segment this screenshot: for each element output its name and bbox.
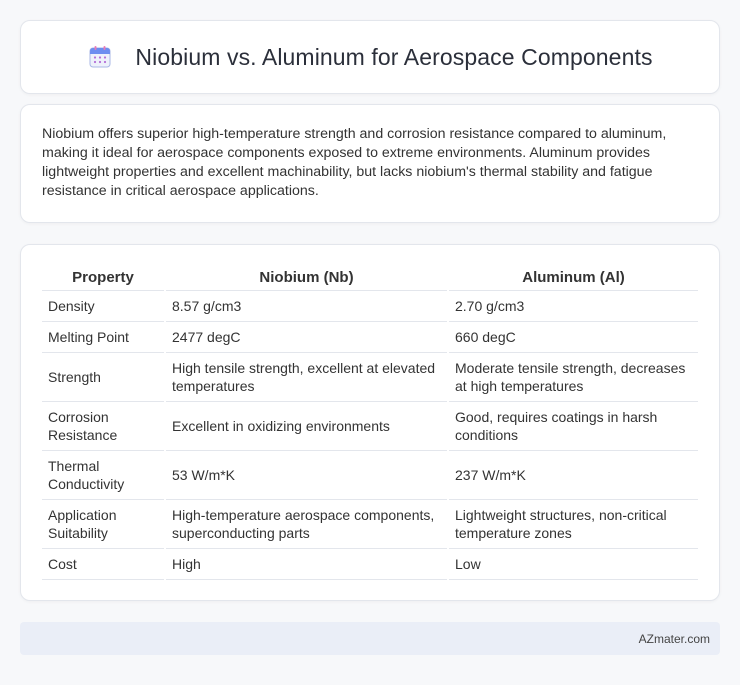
property-cell: Application Suitability (42, 499, 165, 548)
property-cell: Strength (42, 352, 165, 401)
aluminum-cell: Good, requires coatings in harsh conditions (448, 401, 698, 450)
niobium-cell: 2477 degC (165, 321, 448, 352)
column-header-aluminum: Aluminum (Al) (448, 266, 698, 290)
footer-bar (20, 622, 720, 655)
table-row (42, 548, 698, 579)
comparison-table (42, 266, 698, 580)
aluminum-cell: Low (448, 548, 698, 579)
table-row (42, 499, 698, 548)
property-cell: Thermal Conductivity (42, 450, 165, 499)
table-row (42, 401, 698, 450)
aluminum-cell: Moderate tensile strength, decreases at high temperatures (448, 352, 698, 401)
niobium-cell: High-temperature aerospace components, superconducting parts (165, 499, 448, 548)
column-header-property: Property (42, 266, 165, 290)
page-title: Niobium vs. Aluminum for Aerospace Components (135, 43, 653, 70)
table-card (20, 244, 720, 601)
aluminum-cell: 660 degC (448, 321, 698, 352)
table-row (42, 352, 698, 401)
table-row (42, 450, 698, 499)
summary-text: Niobium offers superior high-temperature strength and corrosion resistance compared to aluminum, making it ideal for aerospace components exposed to extreme environments. Aluminum provides lightweight properties and excellent machinability, but lacks niobium's thermal stability and fatigue resistance in critical aerospace applications. (42, 126, 667, 199)
footer-brand: AZmater.com (638, 631, 710, 646)
aluminum-cell: Lightweight structures, non-critical temperature zones (448, 499, 698, 548)
niobium-cell: High (165, 548, 448, 579)
table-row (42, 290, 698, 321)
property-cell: Cost (42, 548, 165, 579)
property-cell: Melting Point (42, 321, 165, 352)
niobium-cell: 8.57 g/cm3 (165, 290, 448, 321)
niobium-cell: Excellent in oxidizing environments (165, 401, 448, 450)
property-cell: Corrosion Resistance (42, 401, 165, 450)
aluminum-cell: 237 W/m*K (448, 450, 698, 499)
niobium-cell: 53 W/m*K (165, 450, 448, 499)
summary-card (20, 104, 720, 223)
header-card (20, 20, 720, 94)
aluminum-cell: 2.70 g/cm3 (448, 290, 698, 321)
property-cell: Density (42, 290, 165, 321)
niobium-cell: High tensile strength, excellent at elevated temperatures (165, 352, 448, 401)
column-header-niobium: Niobium (Nb) (165, 266, 448, 290)
table-row (42, 321, 698, 352)
table-header-row (42, 266, 698, 290)
calendar-icon (87, 44, 113, 70)
